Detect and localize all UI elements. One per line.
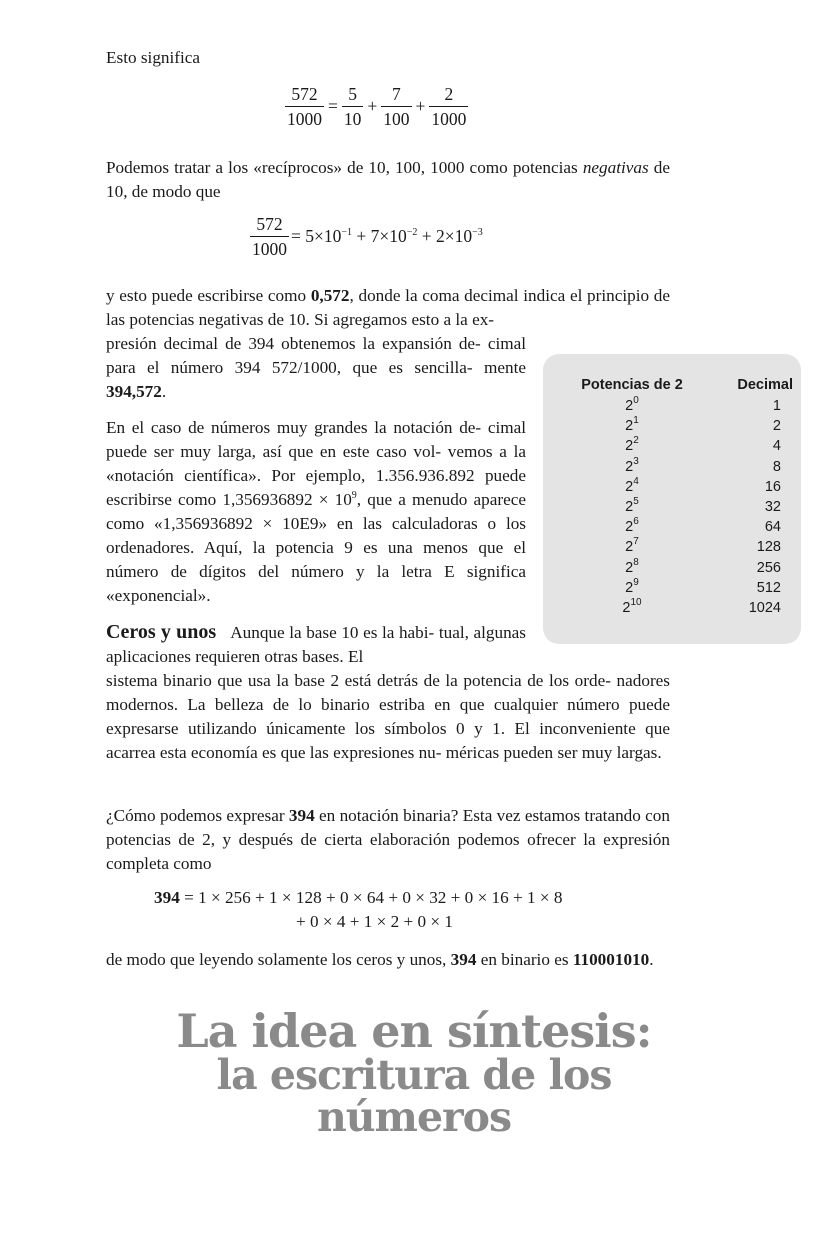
bold-number: 394 xyxy=(288,806,315,825)
power-base: 2 xyxy=(625,398,634,415)
power-cell xyxy=(559,436,705,456)
denominator: 1000 xyxy=(250,236,289,259)
title-line-3: números xyxy=(316,1093,512,1141)
power-base: 2 xyxy=(625,458,634,475)
power-base: 2 xyxy=(625,559,634,576)
power-exponent: 1 xyxy=(633,415,639,427)
table-row xyxy=(559,517,793,537)
decimal-cell: 512 xyxy=(756,579,781,596)
exponent: −1 xyxy=(341,227,353,238)
numerator: 7 xyxy=(392,84,401,104)
power-exponent: 9 xyxy=(633,576,639,588)
denominator: 1000 xyxy=(429,106,468,129)
power-cell xyxy=(559,578,705,598)
emphasis: negativas xyxy=(582,158,649,177)
column-header: Decimal xyxy=(737,377,793,393)
power-exponent: 10 xyxy=(630,596,642,608)
table-row xyxy=(559,537,793,557)
power-cell xyxy=(559,517,705,537)
denominator: 10 xyxy=(342,106,364,129)
power-base: 2 xyxy=(625,539,634,556)
power-cell xyxy=(559,598,705,618)
decimal-cell: 2 xyxy=(772,418,781,435)
power-base: 2 xyxy=(622,599,631,616)
table-row xyxy=(559,477,793,497)
bold-number: 110001010 xyxy=(572,950,650,969)
equation-line-2: + 0 × 4 + 1 × 2 + 0 × 1 xyxy=(296,912,453,931)
equals-sign: = xyxy=(328,96,338,116)
power-exponent: 0 xyxy=(633,395,639,407)
text-span: . xyxy=(161,382,167,401)
text-span: ¿Cómo podemos expresar xyxy=(106,806,289,825)
powers-of-two-table xyxy=(559,374,793,618)
text-span: , donde la coma decimal indica el principio de las potencias negativas de 10. Si agregamos esto a la ex- xyxy=(106,286,671,329)
text-span: En el caso de números muy grandes la notación de- cimal puede ser muy larga, así que en este caso vol- vemos a la «notación científica». Por ejemplo, 1.356.936.892 puede escribirse como 1,356936892 × 10 xyxy=(106,418,526,509)
power-exponent: 6 xyxy=(633,516,639,528)
fraction-lhs xyxy=(250,214,289,259)
fraction-lhs xyxy=(285,84,324,129)
fraction-term-1 xyxy=(342,84,364,129)
bold-number: 0,572 xyxy=(310,286,350,305)
narrow-block xyxy=(106,332,526,404)
table-row xyxy=(559,396,793,416)
intro-text: Esto significa xyxy=(106,48,201,67)
table-row xyxy=(559,497,793,517)
power-base: 2 xyxy=(625,519,634,536)
numerator: 572 xyxy=(291,84,318,104)
table-header-row xyxy=(559,374,793,396)
decimal-cell: 128 xyxy=(756,539,781,556)
title-line-1: La idea en síntesis: xyxy=(176,1004,652,1058)
power-cell xyxy=(559,416,705,436)
section-heading: Ceros y unos xyxy=(106,621,217,643)
power-base: 2 xyxy=(625,418,634,435)
decimal-cell: 1024 xyxy=(748,599,781,616)
power-base: 2 xyxy=(625,499,634,516)
numerator: 2 xyxy=(444,84,454,104)
bold-number: 394,572 xyxy=(106,382,162,401)
term: = 1 × 256 + 1 × 128 + 0 × 64 + 0 × 32 + 0 × 16 + 1 × 8 xyxy=(179,888,563,907)
numerator: 572 xyxy=(256,214,283,234)
table-body xyxy=(559,396,793,618)
decimal-cell: 1 xyxy=(772,398,781,415)
table-row xyxy=(559,416,793,436)
text-span: en binario es xyxy=(476,950,573,969)
equation-rhs xyxy=(291,226,483,247)
power-exponent: 4 xyxy=(633,475,639,487)
power-cell xyxy=(559,396,705,416)
table-row xyxy=(559,598,793,618)
column-header: Potencias de 2 xyxy=(581,377,683,393)
table-row xyxy=(559,457,793,477)
table-row xyxy=(559,558,793,578)
power-base: 2 xyxy=(625,579,634,596)
power-exponent: 7 xyxy=(633,536,639,548)
decimal-cell: 16 xyxy=(764,478,781,495)
binary-expansion-equation xyxy=(154,886,563,934)
text-span: de modo que leyendo solamente los ceros y unos, xyxy=(106,950,451,969)
chapter-summary-title xyxy=(0,1004,828,1141)
plus-sign: + xyxy=(367,96,378,116)
power-exponent: 3 xyxy=(633,455,639,467)
equation-line-1 xyxy=(154,886,563,910)
fraction-term-3 xyxy=(429,84,468,129)
text-span: Aunque la base 10 es la habi- tual, algunas aplicaciones requieren otras bases. El xyxy=(106,623,526,666)
power-cell xyxy=(559,537,705,557)
exponent: −2 xyxy=(406,227,418,238)
text-span: en notación binaria? Esta vez estamos tratando con potencias de 2, y después de cierta elaboración podemos ofrecer la expresión completa como xyxy=(106,806,670,873)
decimal-cell: 64 xyxy=(764,519,781,536)
text-span: y esto puede escribirse como xyxy=(106,286,311,305)
numerator: 5 xyxy=(348,84,357,104)
bold-number: 394 xyxy=(450,950,477,969)
power-cell xyxy=(559,457,705,477)
power-exponent: 8 xyxy=(633,556,639,568)
exponent: −3 xyxy=(472,227,483,238)
paragraph-binary-question xyxy=(106,804,670,876)
narrow-block xyxy=(106,620,526,669)
power-cell xyxy=(559,477,705,497)
denominator: 100 xyxy=(381,106,411,129)
text-span: presión decimal de 394 obtenemos la expansión de- cimal para el número 394 572/1000, que es sencilla- mente xyxy=(106,334,526,377)
power-cell xyxy=(559,497,705,517)
power-base: 2 xyxy=(625,478,634,495)
text-span: , que a menudo aparece como «1,356936892 × 10E9» en las calculadoras o los ordenadores. Aquí, la potencia 9 es una menos que el número de dígitos del número y la letra E significa «exponencial». xyxy=(106,490,527,605)
paragraph-scientific-notation xyxy=(106,416,526,608)
powers-of-two-box xyxy=(543,354,801,644)
paragraph-reciprocals xyxy=(106,156,670,204)
title-line-2: la escritura de los xyxy=(216,1051,612,1099)
text-span: sistema binario que usa la base 2 está detrás de la potencia de los orde- nadores modernos. La belleza de lo binario estriba en que cualquier número puede expresarse utilizando únicamente los símbolos 0 y 1. El inconveniente que acarrea esta economía es que las expresiones nu- méricas pueden ser muy largas. xyxy=(106,671,670,762)
denominator: 1000 xyxy=(285,106,324,129)
text-span: . xyxy=(649,950,654,969)
bold-number: 394 xyxy=(154,888,180,907)
fraction-equation xyxy=(283,84,470,129)
decimal-cell: 4 xyxy=(772,438,781,455)
decimal-cell: 8 xyxy=(772,458,781,475)
text-span: de 10, de modo que xyxy=(106,158,670,201)
power-base: 2 xyxy=(625,438,634,455)
plus-sign: + xyxy=(415,96,426,116)
text-span: Podemos tratar a los «recíprocos» de 10, 100, 1000 como potencias xyxy=(106,158,578,177)
term: + 2×10 xyxy=(417,226,473,246)
table-row xyxy=(559,578,793,598)
term: = 5×10 xyxy=(291,226,342,246)
power-exponent: 5 xyxy=(633,496,639,508)
fraction-term-2 xyxy=(381,84,411,129)
decimal-cell: 32 xyxy=(764,499,781,516)
decimal-cell: 256 xyxy=(756,559,781,576)
negative-powers-equation xyxy=(248,214,483,259)
paragraph-binary-result xyxy=(106,948,670,972)
power-cell xyxy=(559,558,705,578)
power-exponent: 2 xyxy=(633,435,639,447)
exponent: 9 xyxy=(351,490,357,501)
table-row xyxy=(559,436,793,456)
term: + 7×10 xyxy=(352,226,407,246)
